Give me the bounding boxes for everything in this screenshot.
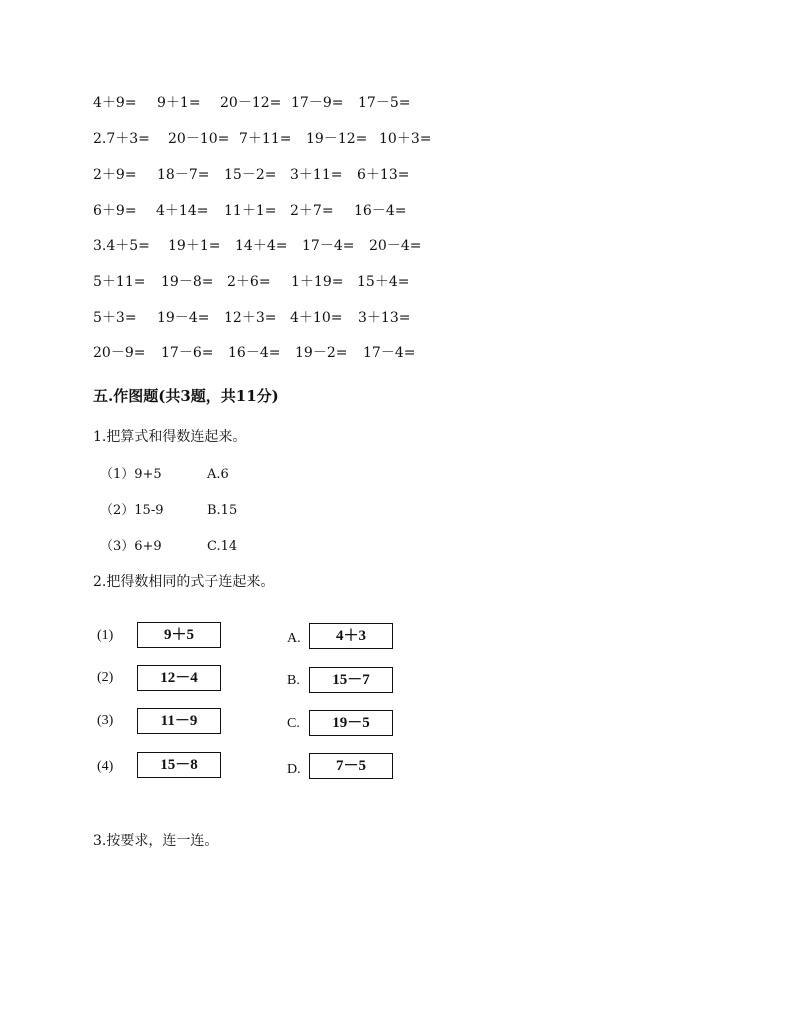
- arith-item: 3＋11=: [290, 167, 343, 183]
- q2-right-label: C.: [287, 716, 300, 731]
- q2-right-box: 4＋3: [309, 623, 393, 649]
- q2-right-box: 19－5: [309, 710, 393, 736]
- arith-item: 15＋4=: [357, 274, 410, 290]
- arith-item: 17－6=: [161, 345, 214, 361]
- arith-item: 15－2=: [224, 167, 277, 183]
- q2-left-box: 9＋5: [137, 622, 221, 648]
- q2-left-label: (1): [97, 628, 114, 643]
- arith-item: 17－4=: [363, 345, 416, 361]
- q2-right-box: 15－7: [309, 667, 393, 693]
- question-1-text: 1.把算式和得数连起来。: [93, 429, 247, 445]
- q1-right-item: C.14: [207, 539, 238, 554]
- arith-item: 5＋3=: [93, 310, 137, 326]
- arith-item: 4＋10=: [290, 310, 343, 326]
- q2-right-label: B.: [287, 673, 300, 688]
- q2-right-label: D.: [287, 762, 301, 777]
- q2-left-box: 15－8: [137, 752, 221, 778]
- arith-item: 1＋19=: [291, 274, 344, 290]
- arith-item: 6＋9=: [93, 203, 137, 219]
- arith-item: 17－4=: [302, 238, 355, 254]
- arith-item: 20－9=: [93, 345, 146, 361]
- arith-item: 19－12=: [306, 131, 368, 147]
- arith-item: 2＋9=: [93, 167, 137, 183]
- arith-item: 20－10=: [168, 131, 230, 147]
- q2-left-box: 11－9: [137, 708, 221, 734]
- q2-left-label: (2): [97, 670, 114, 685]
- section-title: 五.作图题(共3题，共11分): [93, 387, 279, 405]
- q1-right-item: A.6: [207, 467, 229, 482]
- arith-item: 11＋1=: [224, 203, 277, 219]
- arith-item: 5＋11=: [93, 274, 146, 290]
- arith-item: 9＋1=: [157, 95, 201, 111]
- arith-item: 4＋14=: [156, 203, 209, 219]
- arith-item: 14＋4=: [235, 238, 288, 254]
- arith-item: 2＋7=: [290, 203, 334, 219]
- arith-item: 12＋3=: [224, 310, 277, 326]
- question-2-text: 2.把得数相同的式子连起来。: [93, 574, 275, 590]
- q1-left-item: （1）9+5: [100, 467, 162, 482]
- q2-left-box: 12－4: [137, 665, 221, 691]
- question-3-text: 3.按要求，连一连。: [93, 833, 219, 849]
- q2-right-box: 7－5: [309, 753, 393, 779]
- arith-item: 10＋3=: [379, 131, 432, 147]
- q1-left-item: （2）15-9: [100, 503, 164, 518]
- arith-item: 3.4＋5=: [93, 238, 150, 254]
- q1-right-item: B.15: [207, 503, 238, 518]
- arith-item: 2＋6=: [227, 274, 271, 290]
- arith-item: 4＋9=: [93, 95, 137, 111]
- arith-item: 19－2=: [295, 345, 348, 361]
- arith-item: 6＋13=: [357, 167, 410, 183]
- arith-item: 19－8=: [161, 274, 214, 290]
- arith-item: 3＋13=: [358, 310, 411, 326]
- arith-item: 20－12=: [220, 95, 282, 111]
- arith-item: 17－9=: [291, 95, 344, 111]
- arith-item: 19－4=: [157, 310, 210, 326]
- q2-left-label: (3): [97, 713, 114, 728]
- arith-item: 16－4=: [354, 203, 407, 219]
- arith-item: 2.7＋3=: [93, 131, 150, 147]
- q2-right-label: A.: [287, 631, 301, 646]
- arith-item: 7＋11=: [239, 131, 292, 147]
- q2-left-label: (4): [97, 759, 114, 774]
- q1-left-item: （3）6+9: [100, 539, 162, 554]
- arith-item: 17－5=: [358, 95, 411, 111]
- arith-item: 18－7=: [157, 167, 210, 183]
- arith-item: 16－4=: [228, 345, 281, 361]
- arith-item: 19＋1=: [168, 238, 221, 254]
- arith-item: 20－4=: [369, 238, 422, 254]
